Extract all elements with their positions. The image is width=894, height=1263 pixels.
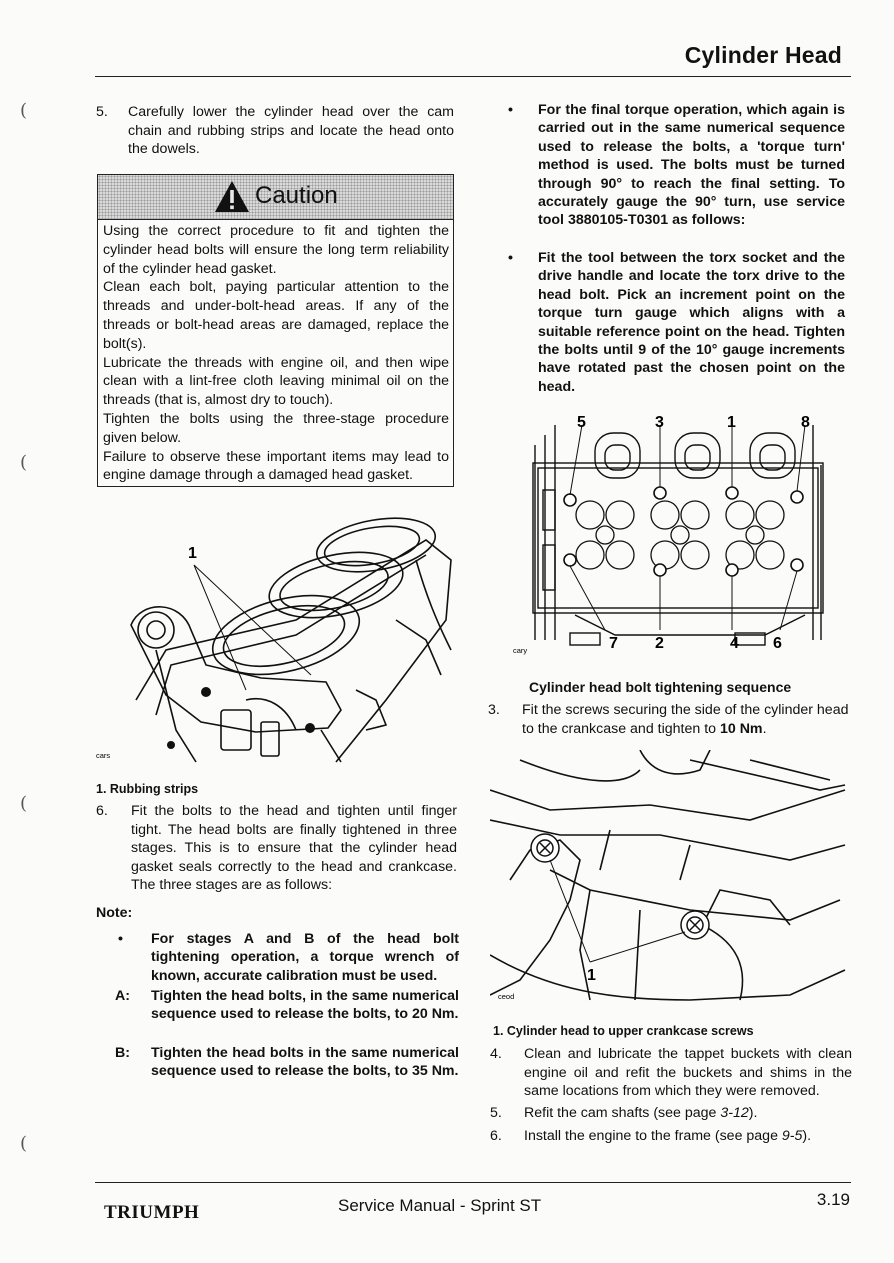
list-text: Tighten the head bolts in the same numerical sequence used to release the bolts, to 35 Nm. [151, 1045, 459, 1080]
bolt-label: 7 [609, 635, 618, 652]
step-text-part: Fit the screws securing the side of the cylinder head to the crankcase and tighten to [522, 702, 849, 737]
step-text: Fit the bolts to the head and tighten until finger tight. The head bolts are finally tightened in three stages. This is to ensure that the cylinder head gasket seals correctly to the head and crankcase. The three stages are as follows: [131, 803, 457, 894]
side-screws-figure [490, 750, 852, 1010]
step-text-part: Refit the cam shafts (see page [524, 1105, 721, 1121]
step-6 [96, 802, 458, 902]
margin-mark: ( [20, 100, 28, 121]
note-list [115, 930, 460, 1101]
manual-title: Service Manual - Sprint ST [338, 1196, 542, 1215]
step-text-part: . [762, 720, 767, 737]
figure-code: cary [513, 646, 528, 655]
step-text [522, 701, 852, 738]
step-text: Carefully lower the cylinder head over the cam chain and rubbing strips and locate the head onto the dowels. [128, 104, 454, 158]
list-item [115, 930, 460, 987]
bolt-label: 4 [730, 635, 739, 652]
step-number: 6. [96, 803, 108, 819]
list-marker: • [508, 250, 513, 266]
step-number: 4. [490, 1046, 502, 1062]
figure-caption: 1. Rubbing strips [96, 782, 199, 796]
page-reference[interactable]: 3-12 [720, 1105, 749, 1121]
caution-title: Caution [255, 182, 338, 209]
brand-logo: TRIUMPH [104, 1202, 200, 1223]
list-text: Fit the tool between the torx socket and the drive handle and locate the torx drive to the head bolt. Pick an increment point on the torque turn gauge which aligns with a suitable reference point on the head. Tighten the bolts until 9 of the 10° gauge increments have rotated past the chosen point on the head. [538, 250, 845, 395]
margin-mark: ( [20, 452, 28, 473]
figure-caption: 1. Cylinder head to upper crankcase screws [493, 1024, 754, 1038]
list-marker: • [118, 931, 123, 947]
step-number: 5. [490, 1105, 502, 1121]
step-5 [96, 103, 456, 163]
caution-paragraph: Failure to observe these important items may lead to engine damage through a damaged head gasket. [103, 448, 449, 484]
step-6-engine [490, 1127, 854, 1147]
figure-code: ceod [498, 992, 515, 1001]
caution-paragraph: Clean each bolt, paying particular attention to the threads and under-bolt-head areas. If any of the threads or bolt-head areas are damaged, replace the bolt(s). [103, 279, 449, 352]
list-marker: A: [115, 988, 130, 1004]
margin-mark: ( [20, 793, 28, 814]
caution-paragraph: Using the correct procedure to fit and tighten the cylinder head bolts will ensure the long term reliability of the cylinder head gasket. [103, 223, 449, 277]
figure-callout: 1 [587, 967, 596, 984]
step-text-part: ). [802, 1128, 812, 1144]
bolt-label: 3 [655, 414, 664, 431]
step-text-part: ). [748, 1105, 758, 1121]
step-text [524, 1104, 852, 1123]
list-item [505, 249, 845, 399]
tightening-sequence-figure [505, 405, 825, 655]
page-reference[interactable]: 9-5 [781, 1128, 803, 1144]
bolt-label: 6 [773, 635, 782, 652]
figure-caption: Cylinder head bolt tightening sequence [529, 679, 792, 695]
list-marker: • [508, 102, 513, 118]
figure-callout: 1 [188, 545, 197, 562]
caution-header [98, 175, 453, 220]
step-text [524, 1127, 852, 1146]
torque-bullets [505, 101, 845, 399]
list-item [505, 101, 845, 249]
list-item [115, 1044, 460, 1101]
page-number: 3.19 [816, 1190, 850, 1209]
step-5-cam [490, 1104, 854, 1124]
margin-mark: ( [20, 1133, 28, 1154]
caution-paragraph: Tighten the bolts using the three-stage procedure given below. [103, 410, 449, 446]
bolt-label: 1 [727, 414, 736, 431]
note-label: Note: [96, 905, 133, 921]
list-text: For the final torque operation, which again is carried out in the same numerical sequence used to release the bolts, a 'torque turn' method is used. The bolts must be turned through 90° to reach the final setting. To accurately gauge the 90° turn, use service tool 3880105-T0301 as follows: [538, 102, 845, 229]
bolt-label: 2 [655, 635, 664, 652]
figure-code: cars [96, 751, 111, 760]
step-text-part: Install the engine to the frame (see page [524, 1128, 782, 1144]
warning-icon [214, 180, 250, 213]
list-marker: B: [115, 1045, 130, 1061]
rubbing-strips-figure [96, 500, 456, 770]
bolt-label: 8 [801, 414, 810, 431]
caution-paragraph: Lubricate the threads with engine oil, and then wipe clean with a lint-free cloth leaving minimal oil on the threads (that is, almost dry to touch). [103, 354, 449, 409]
step-3 [488, 701, 852, 741]
step-number: 6. [490, 1128, 502, 1144]
caution-box [97, 174, 454, 487]
footer-rule [95, 1182, 851, 1183]
step-text: Clean and lubricate the tappet buckets with clean engine oil and refit the buckets and shims in the same locations from which they were removed. [524, 1046, 852, 1100]
page-title: Cylinder Head [684, 42, 842, 68]
list-item [115, 987, 460, 1044]
list-text: Tighten the head bolts, in the same numerical sequence used to release the bolts, to 20 Nm. [151, 988, 459, 1023]
bolt-label: 5 [577, 414, 586, 431]
step-4 [490, 1045, 854, 1105]
step-number: 3. [488, 702, 500, 718]
torque-value: 10 Nm [719, 720, 763, 737]
header-rule [95, 76, 851, 77]
step-number: 5. [96, 104, 108, 120]
list-text: For stages A and B of the head bolt tightening operation, a torque wrench of known, accurate calibration must be used. [151, 931, 459, 984]
caution-text [103, 222, 449, 485]
